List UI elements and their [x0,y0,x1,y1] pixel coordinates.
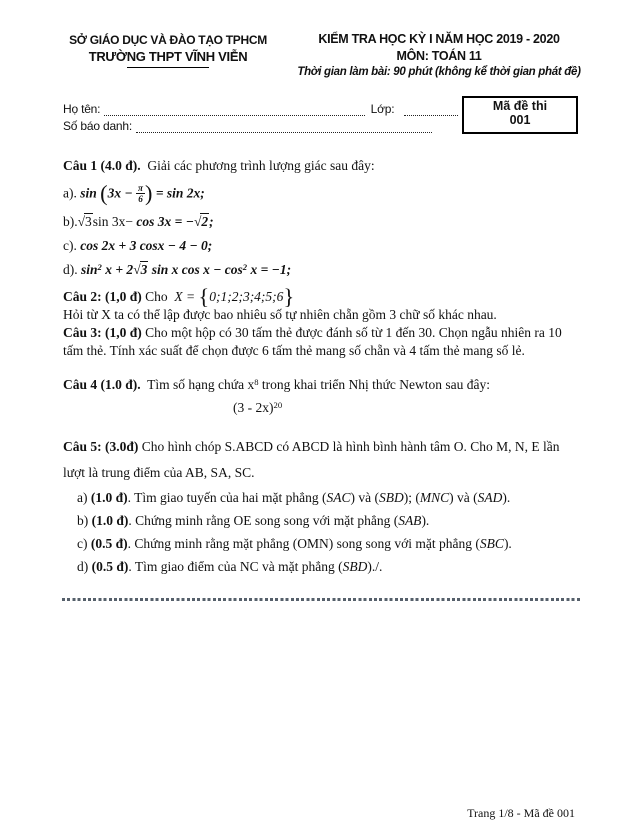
exam-title: KIỂM TRA HỌC KỲ I NĂM HỌC 2019 - 2020 [318,32,560,46]
question-1a-equation: a). sin (3x − $\frac{\pi}{6}$ ) = sin 2x; [63,180,205,206]
class-label: Lớp: [370,102,395,116]
exam-code-box [462,96,578,134]
question-4-formula: (3 - 2x)$^{20}$ [233,400,283,416]
school-name: TRƯỜNG THPT VĨNH VIỄN [88,49,248,64]
exam-code-value: 001 [509,113,531,127]
question-5c: c) (0.5 đ). Chứng minh rằng mặt phẳng (OMN) song song với mặt phẳng (SBC). [77,536,512,552]
student-name-row [63,99,458,116]
department-name: SỞ GIÁO DỤC VÀ ĐÀO TẠO TPHCM [69,33,267,47]
question-1c-equation: c). cos 2x + 3 cosx − 4 − 0; [63,238,213,254]
header-left [48,33,288,68]
question-5b: b) (1.0 đ). Chứng minh rằng OE song song với mặt phẳng (SAB). [77,513,430,529]
exam-duration: Thời gian làm bài: 90 phút (không kể thời gian phát đề) [297,66,581,78]
question-1-heading: Câu 1 (4.0 đ). Giải các phương trình lượng giác sau đây: [63,158,375,173]
student-id-label: Số báo danh: [63,119,132,133]
dashed-separator [62,598,580,601]
exam-subject: MÔN: TOÁN 11 [396,49,482,63]
question-2-heading: Câu 2: (1,0 đ) Cho X = {0;1;2;3;4;5;6} [63,284,295,310]
page-footer: Trang 1/8 - Mã đề 001 [467,806,575,820]
class-fill-line [404,102,458,116]
student-id-row [63,116,458,133]
student-info [63,99,458,133]
question-4: Câu 4 (1.0 đ). Tìm số hạng chứa $x^8$ trong khai triển Nhị thức Newton sau đây: [63,377,491,393]
school-underline [127,67,209,68]
exam-code-label: Mã đề thi [492,99,548,113]
question-3: Câu 3: (1,0 đ) Cho một hộp có 30 tấm thẻ được đánh số từ 1 đến 30. Chọn ngẫu nhiên ra 10 tấm thẻ. Tính xác suất để chọn được 6 tấm thẻ mang số chẵn và 4 tấm thẻ mang số lẻ. [63,325,566,359]
question-5: Câu 5: (3.0đ) Cho hình chóp S.ABCD có ABCD là hình bình hành tâm O. Cho M, N, E lần lượt là trung điểm của AB, SA, SC. [63,439,563,481]
student-id-fill-line [136,119,432,133]
question-2-text: Hỏi từ X ta có thể lập được bao nhiêu số tự nhiên chẵn gồm 3 chữ số khác nhau. [63,307,497,323]
question-5a: a) (1.0 đ). Tìm giao tuyến của hai mặt phẳng (SAC) và (SBD); (MNC) và (SAD). [77,490,511,506]
question-5d: d) (0.5 đ). Tìm giao điểm của NC và mặt phẳng (SBD)./. [77,559,383,575]
question-1b-equation: b).√3sin 3x− cos 3x = −√2; [63,214,214,230]
name-label: Họ tên: [63,102,101,116]
name-fill-line [104,102,364,116]
question-body [63,157,581,576]
header-right [296,32,582,78]
question-1d-equation: d). $\sin^2 x + 2√3$ sin x $\cos x - \cos^2 x = -1$; [63,262,292,278]
